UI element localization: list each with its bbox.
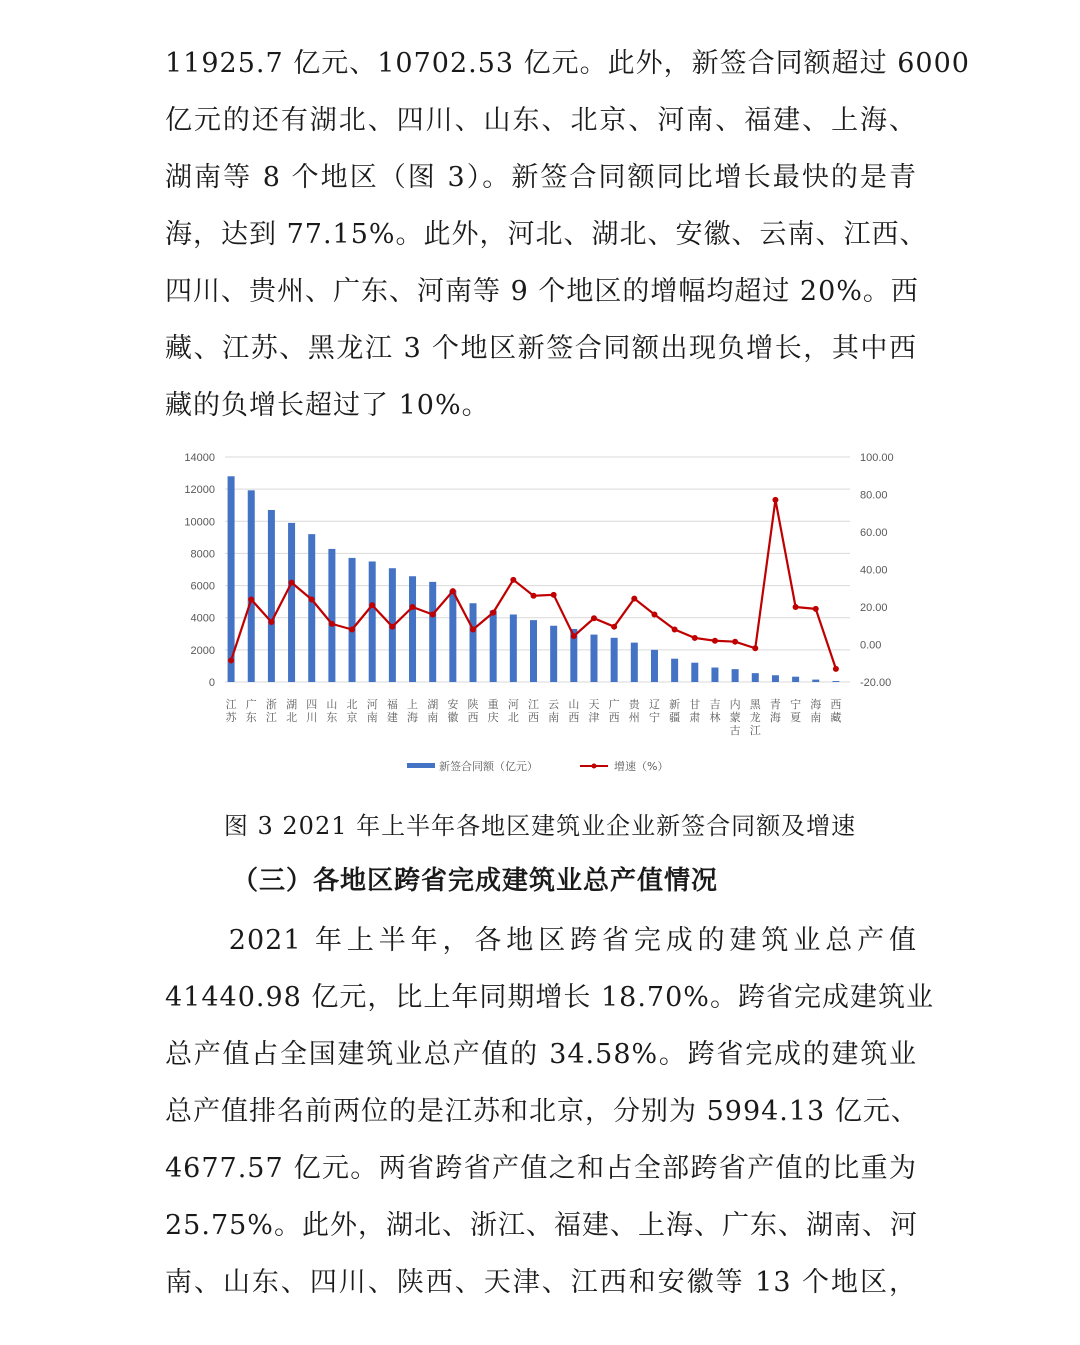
growth-point xyxy=(813,606,819,612)
category-label: 浙 xyxy=(265,698,277,711)
bar xyxy=(510,615,517,683)
bar xyxy=(611,638,618,682)
legend-bar-label: 新签合同额（亿元） xyxy=(439,760,538,773)
category-label: 疆 xyxy=(669,711,681,724)
growth-point xyxy=(571,633,577,639)
category-label: 陕 xyxy=(467,698,479,711)
category-label: 福 xyxy=(386,698,398,711)
bar xyxy=(711,668,718,682)
bar xyxy=(449,590,456,682)
growth-point xyxy=(349,627,355,633)
category-label: 广 xyxy=(608,698,620,711)
category-label: 湖 xyxy=(286,698,298,711)
category-label: 建 xyxy=(386,711,398,724)
category-label: 河 xyxy=(366,698,378,711)
bar xyxy=(268,510,275,682)
bar xyxy=(328,549,335,682)
category-label: 江 xyxy=(528,698,539,711)
growth-point xyxy=(289,580,295,586)
bar xyxy=(651,650,658,682)
legend-line-label: 增速（%） xyxy=(614,760,669,773)
right-axis-tick: 0.00 xyxy=(860,639,882,652)
category-label: 北 xyxy=(507,711,519,724)
category-label: 北 xyxy=(286,711,298,724)
growth-point xyxy=(531,593,537,599)
text-line: 南、山东、四川、陕西、天津、江西和安徽等 13 个地区， xyxy=(165,1267,917,1298)
growth-point xyxy=(389,624,395,630)
growth-point xyxy=(772,497,778,503)
category-label: 南 xyxy=(548,711,560,724)
category-label: 内 xyxy=(729,698,741,711)
growth-point xyxy=(712,638,718,644)
left-axis-tick: 12000 xyxy=(184,484,215,497)
category-label: 辽 xyxy=(648,698,660,711)
chart-canvas xyxy=(160,440,920,800)
category-label: 吉 xyxy=(709,698,721,711)
category-label: 宁 xyxy=(790,698,802,711)
category-label: 北 xyxy=(346,698,358,711)
growth-point xyxy=(510,577,516,583)
contract-amount-chart xyxy=(160,440,920,800)
legend-line-marker xyxy=(592,764,597,769)
category-label: 天 xyxy=(588,698,600,711)
category-label: 贵 xyxy=(628,698,640,711)
category-label: 苏 xyxy=(225,711,237,724)
text-line: 总产值排名前两位的是江苏和北京，分别为 5994.13 亿元、 xyxy=(165,1096,919,1127)
bar xyxy=(409,576,416,682)
left-axis-tick: 4000 xyxy=(190,612,215,625)
category-label: 西 xyxy=(568,711,580,724)
category-label: 山 xyxy=(326,698,338,711)
growth-point xyxy=(268,619,274,625)
bar xyxy=(631,643,638,682)
text-line: 11925.7 亿元、10702.53 亿元。此外，新签合同额超过 6000 xyxy=(165,48,970,79)
growth-point xyxy=(309,597,315,603)
growth-point xyxy=(490,610,496,616)
bar xyxy=(772,675,779,682)
category-label: 东 xyxy=(245,711,257,724)
text-line: 4677.57 亿元。两省跨省产值之和占全部跨省产值的比重为 xyxy=(165,1153,917,1184)
category-label: 黑 xyxy=(749,698,761,711)
category-label: 东 xyxy=(326,711,338,724)
left-axis-tick: 2000 xyxy=(190,644,215,657)
text-line: 藏、江苏、黑龙江 3 个地区新签合同额出现负增长，其中西 xyxy=(165,333,917,364)
text-line: 四川、贵州、广东、河南等 9 个地区的增幅均超过 20%。西 xyxy=(165,276,919,307)
right-axis-tick: 20.00 xyxy=(860,602,888,614)
category-label: 河 xyxy=(507,698,519,711)
paragraph-bottom xyxy=(165,912,934,1311)
text-line: 湖南等 8 个地区（图 3）。新签合同额同比增长最快的是青 xyxy=(165,162,917,193)
right-axis-tick: 100.00 xyxy=(860,452,894,464)
bar xyxy=(248,490,255,682)
category-label: 徽 xyxy=(447,711,459,724)
left-axis-tick: 0 xyxy=(208,677,215,689)
bar xyxy=(792,677,799,682)
category-label: 津 xyxy=(588,711,600,724)
category-label: 海 xyxy=(769,711,781,724)
bar xyxy=(812,680,819,682)
bar xyxy=(691,663,698,682)
growth-point xyxy=(672,627,678,633)
category-label: 江 xyxy=(265,711,277,724)
text-line: 海，达到 77.15%。此外，河北、湖北、安徽、云南、江西、 xyxy=(165,219,928,250)
text-line: 2021 年上半年，各地区跨省完成的建筑业总产值 xyxy=(165,925,917,956)
bar xyxy=(752,673,759,682)
growth-point xyxy=(450,588,456,594)
category-label: 新 xyxy=(669,698,681,711)
growth-point xyxy=(228,657,234,663)
growth-point xyxy=(752,645,758,651)
left-axis-tick: 14000 xyxy=(184,452,215,464)
text-line: 25.75%。此外，湖北、浙江、福建、上海、广东、湖南、河 xyxy=(165,1210,918,1241)
bar xyxy=(490,610,497,682)
category-label: 川 xyxy=(306,711,318,724)
paragraph-top xyxy=(165,35,970,434)
bar xyxy=(530,620,537,682)
category-label: 西 xyxy=(830,698,842,711)
category-label: 州 xyxy=(628,711,640,724)
right-axis-tick: -20.00 xyxy=(860,677,892,689)
bar xyxy=(550,626,557,682)
category-label: 藏 xyxy=(830,711,842,724)
growth-point xyxy=(329,621,335,627)
category-label: 京 xyxy=(346,711,358,724)
category-label: 夏 xyxy=(790,711,802,724)
category-label: 南 xyxy=(427,711,439,724)
section-heading: （三）各地区跨省完成建筑业总产值情况 xyxy=(232,866,719,896)
category-label: 古 xyxy=(729,724,741,737)
category-label: 云 xyxy=(548,698,560,711)
category-label: 蒙 xyxy=(729,711,741,724)
category-label: 上 xyxy=(407,698,419,711)
category-label: 青 xyxy=(769,698,781,711)
bar xyxy=(590,635,597,682)
growth-point xyxy=(369,602,375,608)
growth-point xyxy=(430,612,436,618)
left-axis-tick: 8000 xyxy=(190,548,215,561)
text-line: 总产值占全国建筑业总产值的 34.58%。跨省完成的建筑业 xyxy=(165,1039,917,1070)
category-label: 海 xyxy=(407,711,419,724)
bar xyxy=(369,561,376,682)
legend-bar-swatch xyxy=(407,763,435,768)
category-label: 海 xyxy=(810,698,822,711)
category-label: 西 xyxy=(608,711,620,724)
category-label: 广 xyxy=(245,698,257,711)
figure-caption: 图 3 2021 年上半年各地区建筑业企业新签合同额及增速 xyxy=(223,812,857,840)
right-axis-tick: 80.00 xyxy=(860,489,888,502)
category-label: 宁 xyxy=(648,711,660,724)
growth-point xyxy=(410,604,416,610)
category-label: 甘 xyxy=(689,698,701,711)
category-label: 重 xyxy=(487,698,499,711)
category-label: 江 xyxy=(225,698,237,711)
bar xyxy=(470,603,477,682)
growth-point xyxy=(833,666,839,672)
category-label: 南 xyxy=(366,711,378,724)
bar xyxy=(429,582,436,682)
growth-point xyxy=(651,612,657,618)
category-label: 西 xyxy=(528,711,539,724)
category-label: 湖 xyxy=(427,698,439,711)
growth-point xyxy=(732,639,738,645)
growth-point xyxy=(793,604,799,610)
bar xyxy=(308,534,315,682)
bar xyxy=(671,659,678,682)
growth-point xyxy=(248,597,254,603)
left-axis-tick: 10000 xyxy=(184,516,215,529)
bar xyxy=(832,681,839,682)
growth-point xyxy=(591,615,597,621)
left-axis-tick: 6000 xyxy=(190,580,215,593)
category-label: 林 xyxy=(709,711,721,724)
bar xyxy=(288,523,295,682)
growth-point xyxy=(611,624,617,630)
growth-point xyxy=(692,635,698,641)
growth-point xyxy=(551,592,557,598)
category-label: 南 xyxy=(810,711,822,724)
text-line: 亿元的还有湖北、四川、山东、北京、河南、福建、上海、 xyxy=(165,105,917,136)
text-line-last: 藏的负增长超过了 10%。 xyxy=(165,390,490,421)
bar xyxy=(349,558,356,682)
right-axis-tick: 40.00 xyxy=(860,564,888,577)
right-axis-tick: 60.00 xyxy=(860,527,888,539)
category-label: 龙 xyxy=(749,711,761,724)
growth-point xyxy=(631,596,637,602)
category-label: 山 xyxy=(568,698,580,711)
text-line: 41440.98 亿元，比上年同期增长 18.70%。跨省完成建筑业 xyxy=(165,982,934,1013)
growth-point xyxy=(470,627,476,633)
category-label: 江 xyxy=(749,724,761,737)
category-label: 安 xyxy=(447,698,459,711)
category-label: 西 xyxy=(467,711,479,724)
category-label: 肃 xyxy=(689,711,701,724)
bar xyxy=(732,669,739,682)
category-label: 庆 xyxy=(487,711,499,724)
category-label: 四 xyxy=(306,698,318,711)
